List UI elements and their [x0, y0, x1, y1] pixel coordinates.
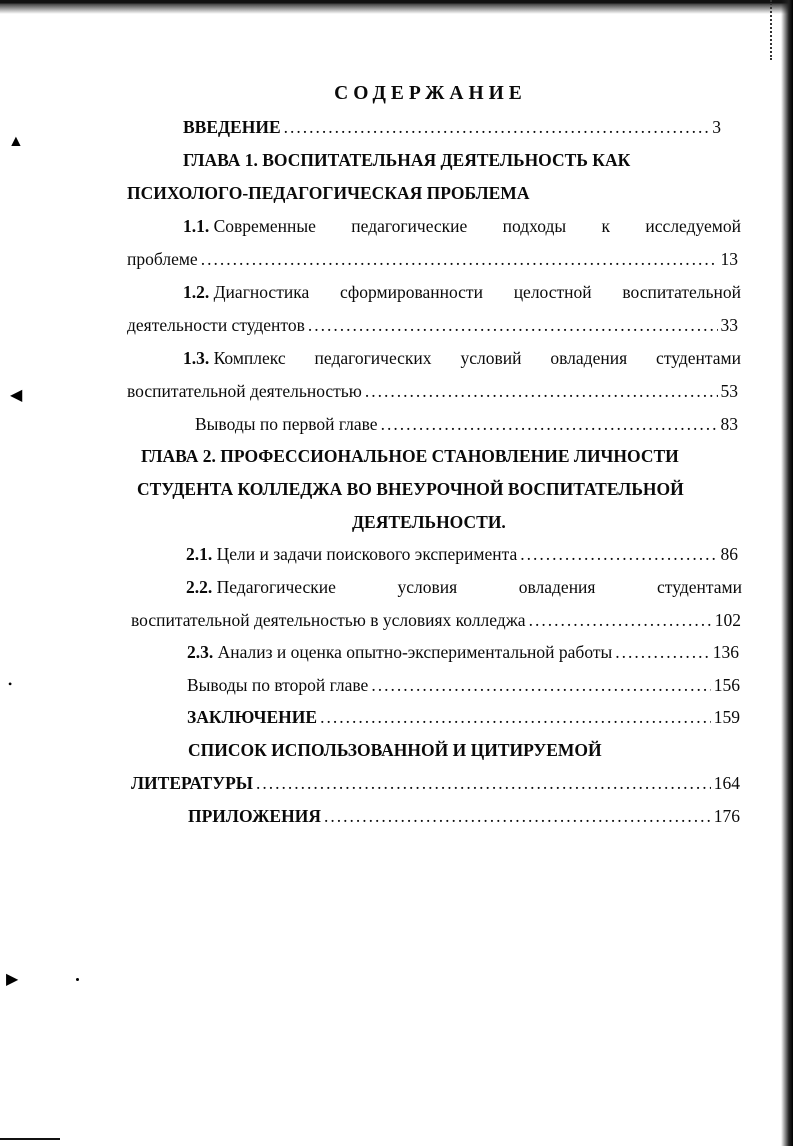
toc-entry-label: Выводы по первой главе: [195, 414, 378, 434]
dot-leader: [320, 706, 711, 728]
toc-entry-bibliography[interactable]: СПИСОК ИСПОЛЬЗОВАННОЙ И ЦИТИРУЕМОЙ: [188, 740, 602, 760]
dot-leader: [365, 380, 718, 402]
toc-word: целостной: [513, 282, 592, 302]
toc-page-number: 33: [720, 315, 738, 335]
scan-right-edge: [781, 0, 793, 1146]
toc-word: Современные: [213, 216, 316, 236]
toc-entry-2-2-cont[interactable]: [131, 609, 741, 631]
chapter2-heading-cont: ДЕЯТЕЛЬНОСТИ.: [352, 512, 506, 532]
dot-leader: [381, 413, 718, 435]
toc-entry-label: Выводы по второй главе: [187, 675, 369, 695]
toc-word: педагогические: [351, 216, 468, 236]
dot-leader: [529, 609, 712, 631]
toc-entry-appendix[interactable]: [188, 805, 740, 827]
toc-entry-2-2[interactable]: [186, 576, 742, 598]
toc-word: педагогических: [314, 348, 432, 368]
scan-mark-icon: ◀: [10, 387, 23, 404]
toc-word: условий: [460, 348, 522, 368]
dot-leader: [324, 805, 711, 827]
toc-entry-1-2-cont[interactable]: [127, 314, 738, 336]
toc-entry-chapter2-conclusion[interactable]: [187, 674, 740, 696]
toc-entry-2-1[interactable]: [186, 543, 738, 565]
chapter2-heading-cont: СТУДЕНТА КОЛЛЕДЖА ВО ВНЕУРОЧНОЙ ВОСПИТАТЕЛЬНОЙ: [137, 479, 684, 499]
toc-entry-label: ЗАКЛЮЧЕНИЕ: [187, 707, 318, 727]
toc-entry-label: Цели и задачи поискового эксперимента: [216, 544, 518, 564]
toc-entry-bibliography-cont[interactable]: [131, 772, 740, 794]
toc-entry-label: ВВЕДЕНИЕ: [183, 117, 281, 137]
scan-top-edge: [0, 0, 793, 14]
toc-entry-1-1-cont[interactable]: [127, 248, 738, 270]
toc-word: подходы: [502, 216, 567, 236]
dot-leader: [615, 641, 709, 663]
toc-entry-2-3[interactable]: [187, 641, 739, 663]
toc-page-number: 86: [720, 544, 738, 564]
section-number: 2.1.: [186, 544, 213, 564]
toc-word: сформированности: [339, 282, 483, 302]
toc-page-number: 3: [712, 117, 721, 137]
toc-word: студентами: [656, 348, 741, 368]
toc-entry-1-1[interactable]: [183, 215, 741, 237]
section-number: 1.2.: [183, 282, 210, 302]
toc-word: условия: [397, 577, 458, 597]
toc-word: студентами: [657, 577, 742, 597]
scan-mark-icon: ▶: [6, 971, 19, 988]
toc-word: Диагностика: [213, 282, 310, 302]
toc-entry-chapter1-conclusion[interactable]: [195, 413, 738, 435]
section-number: 1.3.: [183, 348, 210, 368]
scan-bottom-line: [0, 1138, 60, 1140]
scan-mark-icon: •: [8, 677, 13, 691]
toc-word: овладения: [550, 348, 628, 368]
toc-page-number: 53: [720, 381, 738, 401]
dot-leader: [284, 116, 710, 138]
toc-entry-label: ПРИЛОЖЕНИЯ: [188, 806, 321, 826]
toc-entry-label: ЛИТЕРАТУРЫ: [131, 773, 253, 793]
toc-page-number: 164: [713, 773, 740, 793]
toc-page-number: 136: [712, 642, 739, 662]
toc-entry-intro[interactable]: [183, 116, 721, 138]
dot-leader: [201, 248, 718, 270]
toc-entry-label: воспитательной деятельностью: [127, 381, 362, 401]
toc-page-number: 13: [720, 249, 738, 269]
toc-entry-label: деятельности студентов: [127, 315, 305, 335]
toc-word: воспитательной: [622, 282, 741, 302]
dot-leader: [256, 772, 711, 794]
dot-leader: [308, 314, 718, 336]
scan-dot: [76, 978, 79, 981]
toc-word: Комплекс: [213, 348, 286, 368]
toc-word: к: [601, 216, 611, 236]
toc-word: овладения: [518, 577, 596, 597]
toc-page-number: 159: [713, 707, 740, 727]
scan-mark-icon: ▲: [8, 133, 24, 150]
page-title: СОДЕРЖАНИЕ: [334, 83, 527, 104]
chapter2-heading: ГЛАВА 2. ПРОФЕССИОНАЛЬНОЕ СТАНОВЛЕНИЕ ЛИЧНОСТИ: [141, 446, 679, 466]
toc-entry-1-2[interactable]: [183, 281, 741, 303]
toc-page-number: 102: [714, 610, 741, 630]
section-number: 2.3.: [187, 642, 214, 662]
toc-entry-label: проблеме: [127, 249, 198, 269]
toc-word: исследуемой: [645, 216, 741, 236]
dot-leader: [371, 674, 710, 696]
section-number: 2.2.: [186, 577, 213, 597]
toc-entry-label: Анализ и оценка опытно-экспериментальной работы: [217, 642, 613, 662]
section-number: 1.1.: [183, 216, 210, 236]
toc-entry-conclusion[interactable]: [187, 706, 740, 728]
toc-page-number: 156: [713, 675, 740, 695]
toc-word: Педагогические: [216, 577, 336, 597]
toc-page-number: 83: [720, 414, 738, 434]
toc-page-number: 176: [713, 806, 740, 826]
dot-leader: [520, 543, 717, 565]
toc-entry-1-3-cont[interactable]: [127, 380, 738, 402]
chapter1-heading-cont: ПСИХОЛОГО-ПЕДАГОГИЧЕСКАЯ ПРОБЛЕМА: [127, 183, 530, 203]
toc-entry-label: воспитательной деятельностью в условиях колледжа: [131, 610, 526, 630]
scan-margin-noise: [770, 0, 776, 60]
toc-entry-1-3[interactable]: [183, 347, 741, 369]
chapter1-heading: ГЛАВА 1. ВОСПИТАТЕЛЬНАЯ ДЕЯТЕЛЬНОСТЬ КАК: [183, 150, 631, 170]
